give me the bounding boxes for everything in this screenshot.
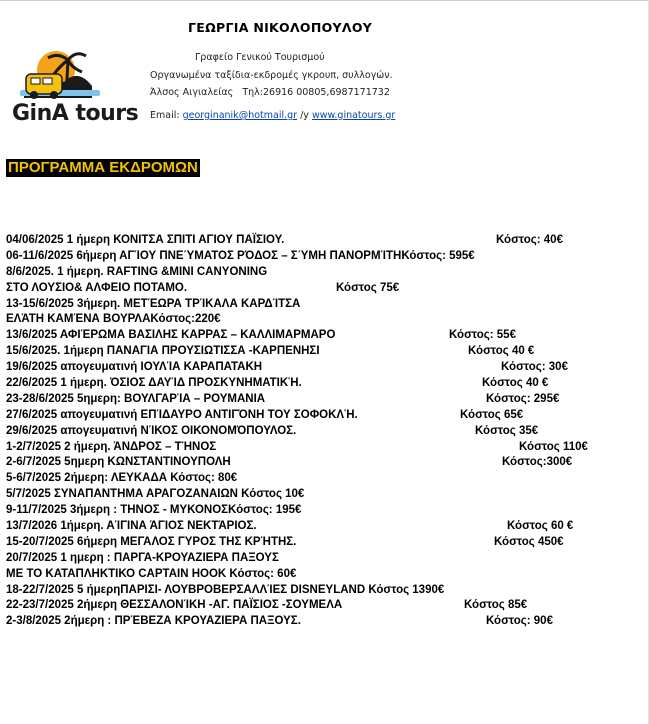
trip-text: ΣΤΟ ΛΟΥΣΙΟ& ΑΛΦΕΙΟ ΠΟΤΑΜΟ. [6,281,188,294]
email-label: Email: [150,110,180,121]
website-link[interactable]: www.ginatours.gr [311,110,396,121]
program-row [6,297,646,313]
trip-text: 27/6/2025 απογευματινή ΕΠΊΔΑΥΡΟ ΑΝΤΙΓΌΝΗ ΤΟΥ ΣΟΦΟΚΛΉ. [6,408,358,421]
trip-cost: Κόστος: 295€ [486,392,560,405]
program-row [6,392,646,408]
program-row [6,233,646,249]
trip-cost: Κόστος 60 € [507,520,574,533]
trip-text: 5-6/7/2025 2ήμερη: ΛΕΥΚΑΔΑ Κόστος: 80€ [6,472,238,485]
trip-cost: Κόστος 85€ [464,599,528,612]
trip-text: 15-20/7/2025 6ήμερη ΜΕΓΑΛΟΣ ΓΥΡΟΣ ΤΗΣ ΚΡΉΤΗΣ. [6,535,297,548]
trip-cost: Κόστος 450€ [494,535,564,548]
trip-text: 06-11/6/2025 6ήμερη ΑΓΊΟΥ ΠΝΕΎΜΑΤΟΣ ΡΌΔΟΣ – ΣΎΜΗ ΠΑΝΟΡΜΊΤΗΚόστος: 595€ [6,249,475,262]
trip-text: 13/6/2025 ΑΦΙΈΡΩΜΑ ΒΑΣΙΛΗΣ ΚΑΡΡΑΣ – ΚΑΛΛΙΜΑΡΜΑΡΟ [6,329,336,342]
trip-text: 2-3/8/2025 2ήμερη : ΠΡΈΒΕΖΑ ΚΡΟΥΑΖΙΕΡΑ ΠΑΞΟΥΣ. [6,615,301,628]
trip-text: 2-6/7/2025 5ημερη ΚΩΝΣΤΑΝΤΙΝΟΥΠΟΛΗ [6,456,231,469]
trip-cost: Κόστος: 90€ [486,615,553,628]
email-separator: /y [300,110,309,121]
program-row [6,519,646,535]
trip-text: 13-15/6/2025 3ήμερη. ΜΕΤΈΩΡΑ ΤΡΊΚΑΛΑ ΚΑΡΔΊΤΣΑ [6,297,301,310]
program-row [6,440,646,456]
program-list [6,233,646,630]
trip-cost: Κόστος 40 € [468,345,535,358]
program-row [6,487,646,503]
program-row [6,376,646,392]
location: Άλσος Αιγιαλείας [150,87,234,98]
program-row [6,344,646,360]
email-link[interactable]: georginanik@hotmail.gr [182,110,298,121]
program-row [6,408,646,424]
trip-text: 9-11/7/2025 3ήμερη : ΤΗΝΟΣ - ΜΥΚΟΝΟΣΚόστος: 195€ [6,504,302,517]
trip-text: 15/6/2025. 1ήμερη ΠΑΝΑΓΙΑ ΠΡΟΥΣΙΩΤΙΣΣΑ -ΚΑΡΠΕΝΗΣΙ [6,345,320,358]
trip-text: 22/6/2025 1 ήμερη. ΌΣΙΟΣ ΔΑΥΊΔ ΠΡΟΣΚΥΝΗΜΑΤΙΚΉ. [6,377,302,390]
program-row [6,598,646,614]
program-row [6,328,646,344]
trip-text: 04/06/2025 1 ήμερη ΚΟΝΙΤΣΑ ΣΠΙΤΙ ΑΓΙΟΥ ΠΑΪΣΙΟΥ. [6,234,285,246]
program-row [6,455,646,471]
program-row [6,535,646,551]
program-row [6,503,646,519]
trip-text: 29/6/2025 απογευματινή ΝΊΚΟΣ ΟΙΚΟΝΟΜΌΠΟΥΛΟΣ. [6,424,297,437]
trip-text: 5/7/2025 ΣΥΝΑΠΑΝΤΗΜΑ ΑΡΑΓΟΖΑΝΑΙΩΝ Κόστος 10€ [6,488,305,501]
logo-brand-text: GinA tours [12,101,139,126]
organized-trips-line: Οργανωμένα ταξίδια-εκδρομές γκρουπ, συλλογών. [150,70,393,81]
contact-line [150,87,390,98]
program-row [6,471,646,487]
program-row [6,265,646,281]
trip-text: 18-22/7/2025 5 ήμερηΠΑΡΙΣΙ- ΛΟΥΒΡΟΒΕΡΣΑΛΛΊΕΣ DISNEYLAND Κόστος 1390€ [6,583,445,596]
email-line [150,110,395,121]
program-title: ΠΡΟΓΡΑΜΜΑ ΕΚΔΡΟΜΩΝ [8,159,198,176]
program-row [6,567,646,583]
trip-cost: Κόστος 35€ [475,424,539,437]
trip-text: 22-23/7/2025 2ήμερη ΘΕΣΣΑΛΟΝΊΚΗ -ΑΓ. ΠΑΪΣΙΟΣ -ΣΟΥΜΕΛΑ [6,599,343,612]
trip-text: 13/7/2026 1ήμερη. ΑΊΓΙΝΑ ΆΓΙΟΣ ΝΕΚΤΆΡΙΟΣ. [6,520,257,533]
trip-text: 1-2/7/2025 2 ήμερη. ΆΝΔΡΟΣ – ΤΉΝΟΣ [6,440,217,453]
phone: Τηλ:26916 00805,6987171732 [242,87,390,98]
trip-cost: Κόστος 75€ [336,281,400,294]
program-row [6,583,646,599]
trip-cost: Κόστος: 40€ [496,234,563,246]
program-row [6,551,646,567]
trip-cost: Κόστος 65€ [460,408,524,421]
trip-cost: Κόστος 40 € [482,377,549,390]
trip-cost: Κόστος 110€ [519,440,588,453]
program-row [6,281,646,297]
trip-text: 23-28/6/2025 5ημερη: ΒΟΥΛΓΑΡΊΑ – ΡΟΥΜΑΝΙΑ [6,392,266,405]
trip-cost: Κόστος:300€ [502,456,573,469]
top-border [0,0,649,1]
program-row [6,249,646,265]
trip-text: ΜΕ ΤΟ ΚΑΤΑΠΛΗΚΤΙΚΟ CAPTAIN HOOK Κόστος: 60€ [6,567,297,580]
trip-text: ΕΛΆΤΗ ΚΑΜΈΝΑ ΒΟΥΡΛΑΚόστος:220€ [6,313,221,326]
program-row [6,614,646,630]
office-line: Γραφείο Γενικού Τουρισμού [195,52,325,63]
program-row [6,312,646,328]
trip-cost: Κόστος: 55€ [449,329,516,342]
program-row [6,360,646,376]
owner-name: ΓΕΩΡΓΙΑ ΝΙΚΟΛΟΠΟΥΛΟΥ [188,20,373,35]
trip-text: 20/7/2025 1 ημερη : ΠΑΡΓΑ-ΚΡΟΥΑΖΙΕΡΑ ΠΑΞΟΥΣ [6,551,279,564]
trip-text: 8/6/2025. 1 ήμερη. RAFTING &MINI CANYONING [6,265,268,278]
program-row [6,424,646,440]
trip-text: 19/6/2025 απογευματινή ΙΟΥΛΊΑ ΚΑΡΑΠΑΤΑΚΗ [6,361,263,374]
trip-cost: Κόστος: 30€ [501,361,568,374]
